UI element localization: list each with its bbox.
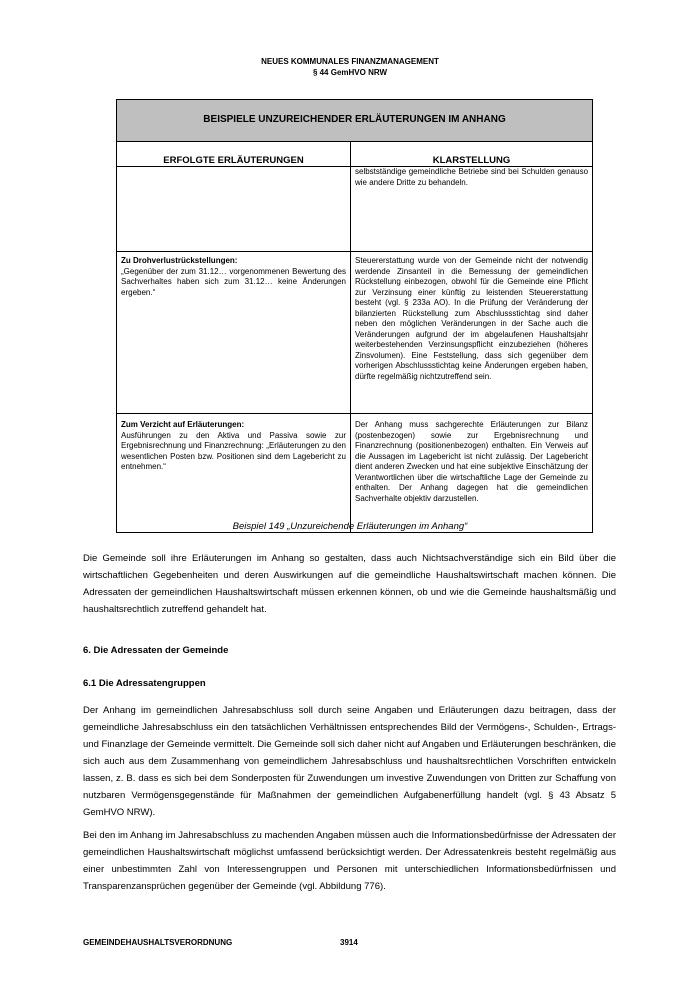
table-row [117,414,593,533]
table-title: BEISPIELE UNZUREICHENDER ERLÄUTERUNGEN IM ANHANG [117,100,593,142]
section-heading: 6. Die Adressaten der Gemeinde [83,645,229,656]
header-title: NEUES KOMMUNALES FINANZMANAGEMENT [261,57,439,66]
row-title: Zum Verzicht auf Erläuterungen: [121,420,245,429]
row-cell-right: Der Anhang muss sachgerechte Erläuterungen zur Bilanz (postenbezogen) sowie zur Ergebnisrechnung und Finanzrechnung (positionenbezogen) enthalten. Ein Verweis auf die Aussagen im Lagebericht ist nicht zulässig. Der Lagebericht dient anderen Zwecken und hat eine subjektive Einschätzung der Verantwortlichen über die wirtschaftliche Lage der Gemeinde zu enthalten. Der Anhang dagegen hat die gemeindlichen Sachverhalte objektiv darzustellen. [351,414,593,533]
table-row [117,167,593,252]
column-header-right: KLARSTELLUNG [351,142,593,167]
page-number: 3914 [340,938,358,947]
paragraph-intro: Die Gemeinde soll ihre Erläuterungen im Anhang so gestalten, dass auch Nichtsachverständige sich ein Bild über die wirtschaftlichen Gegebenheiten und deren Auswirkungen auf die gemeindliche Haushaltswirtschaft machen können. Die Adressaten der gemeindlichen Haushaltswirtschaft müssen erkennen können, ob und wie die Gemeinde haushaltsmäßig und haushaltsrechtlich zutreffend gehandelt hat. [83,553,616,615]
table-row [117,252,593,414]
footer-title: GEMEINDEHAUSHALTSVERORDNUNG [83,938,233,947]
row-cell-left [117,414,351,533]
paragraph-adressaten-2: Bei den im Anhang im Jahresabschluss zu machenden Angaben müssen auch die Informationsbedürfnisse der Adressaten der gemeindlichen Haushaltswirtschaft möglichst umfassend berücksichtigt werden. Der Adressatenkreis besteht regelmäßig aus einer unbestimmten Zahl von Interessengruppen und Personen mit unterschiedlichen Informationsbedürfnissen und Transparenzansprüchen gegenüber der Gemeinde (vgl. Abbildung 776). [83,830,616,892]
row-text: „Gegenüber der zum 31.12… vorgenommenen Bewertung des Sachverhaltes haben sich zum 31.12… keine Änderungen ergeben.“ [121,266,346,297]
column-header-left: ERFOLGTE ERLÄUTERUNGEN [117,142,351,167]
page-header [0,57,700,78]
row-text: Ausführungen zu den Aktiva und Passiva sowie zur Ergebnisrechnung und Finanzrechnung: „Erläuterungen zu den wesentlichen Posten bzw. Positionen sind dem Lagebericht zu entnehmen.“ [121,430,346,471]
row-cell-right: Steuererstattung wurde von der Gemeinde nicht der notwendig werdende Zinsanteil in die Bemessung der gemeindlichen Rückstellung einbezogen, obwohl für die Gemeinde eine Pflicht zur Verzinsung einer künftig zu leistenden Steuererstattung besteht (vgl. § 233a AO). In die Prüfung der Veränderung der bilanzierten Rückstellung zum Abschlussstichtag sind daher neben den möglichen Veränderungen in der Sache auch die Veränderungen aufgrund der im abgelaufenen Haushaltsjahr weiterbestehenden Verzinsungspflicht einzubeziehen (höheres Zinsvolumen). Eine Feststellung, dass sich gegenüber dem vorherigen Abschlussstichtag keine Änderungen ergeben haben, dürfte regelmäßig nichtzutreffend sein. [351,252,593,414]
row-cell-left [117,252,351,414]
subsection-heading: 6.1 Die Adressatengruppen [83,678,206,689]
examples-table [116,99,593,533]
row-title: Zu Drohverlustrückstellungen: [121,256,238,265]
row-cell-left [117,167,351,252]
paragraph-adressaten-1: Der Anhang im gemeindlichen Jahresabschluss soll durch seine Angaben und Erläuterungen dazu beitragen, dass der gemeindliche Jahresabschluss ein den tatsächlichen Verhältnissen entsprechendes Bild der Vermögens-, Schulden-, Ertrags- und Finanzlage der Gemeinde vermittelt. Die Gemeinde soll sich daher nicht auf Angaben und Erläuterungen beschränken, die sich auch aus dem Zusammenhang von gemeindlichem Jahresabschluss und haushaltsrechtlichen Vorschriften entwickeln lassen, z. B. dass es sich bei dem Sonderposten für Zuwendungen um investive Zuwendungen von Dritten zur Schaffung von nutzbaren Vermögensgegenstände für Maßnahmen der gemeindlichen Aufgabenerfüllung handelt (vgl. § 43 Absatz 5 GemHVO NRW). [83,705,616,818]
row-cell-right: selbstständige gemeindliche Betriebe sind bei Schulden genauso wie andere Dritte zu behandeln. [351,167,593,252]
header-subtitle: § 44 GemHVO NRW [312,67,388,77]
table-caption: Beispiel 149 „Unzureichende Erläuterungen im Anhang“ [232,521,468,532]
